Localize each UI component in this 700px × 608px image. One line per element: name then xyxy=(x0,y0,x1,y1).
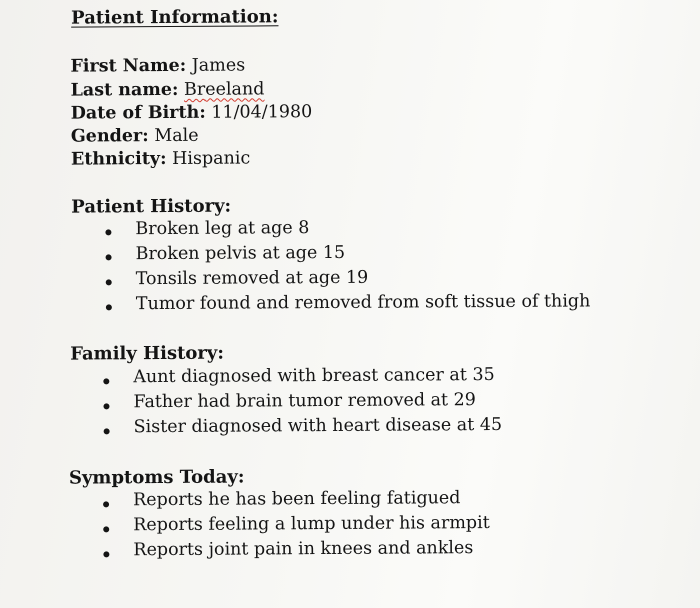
patient-history-item: Broken pelvis at age 15 xyxy=(135,242,346,265)
bullet-icon xyxy=(103,403,109,409)
dob-value: 11/04/1980 xyxy=(211,102,313,123)
family-history-heading: Family History: xyxy=(70,342,225,365)
bullet-icon xyxy=(106,254,112,260)
last-name-field: Last name: Breeland xyxy=(70,79,265,101)
bullet-icon xyxy=(106,304,112,310)
last-name-label: Last name xyxy=(70,79,173,101)
first-name-label: First Name xyxy=(70,55,180,77)
symptoms-today-item: Reports he has been feeling fatigued xyxy=(132,488,461,511)
first-name-field: First Name: James xyxy=(70,55,246,77)
bullet-icon xyxy=(103,551,109,557)
bullet-icon xyxy=(105,229,111,235)
symptoms-today-item: Reports feeling a lump under his armpit xyxy=(133,513,490,536)
symptoms-today-heading: Symptoms Today: xyxy=(68,466,245,489)
bullet-icon xyxy=(106,279,112,285)
symptoms-today-item: Reports joint pain in knees and ankles xyxy=(133,538,474,561)
patient-history-heading: Patient History: xyxy=(71,195,232,218)
gender-field: Gender: Male xyxy=(70,125,199,147)
ethnicity-label: Ethnicity xyxy=(70,149,161,170)
family-history-item: Sister diagnosed with heart disease at 45 xyxy=(133,414,503,438)
date-of-birth-field: Date of Birth: 11/04/1980 xyxy=(70,102,313,124)
gender-value: Male xyxy=(154,125,199,147)
bullet-icon xyxy=(103,501,109,507)
bullet-icon xyxy=(104,428,110,434)
family-history-item: Father had brain tumor removed at 29 xyxy=(133,390,476,413)
gender-label: Gender xyxy=(70,126,143,147)
patient-history-item: Broken leg at age 8 xyxy=(135,218,310,240)
dob-label: Date of Birth xyxy=(70,102,200,124)
last-name-value: Breeland xyxy=(183,79,265,100)
patient-information-title: Patient Information: xyxy=(71,6,279,29)
bullet-icon xyxy=(103,526,109,532)
patient-history-item: Tonsils removed at age 19 xyxy=(135,267,369,290)
bullet-icon xyxy=(103,378,109,384)
ethnicity-field: Ethnicity: Hispanic xyxy=(70,148,251,170)
first-name-value: James xyxy=(191,55,246,76)
ethnicity-value: Hispanic xyxy=(172,148,251,169)
patient-history-item: Tumor found and removed from soft tissue of thigh xyxy=(135,291,591,315)
family-history-item: Aunt diagnosed with breast cancer at 35 xyxy=(133,364,495,388)
